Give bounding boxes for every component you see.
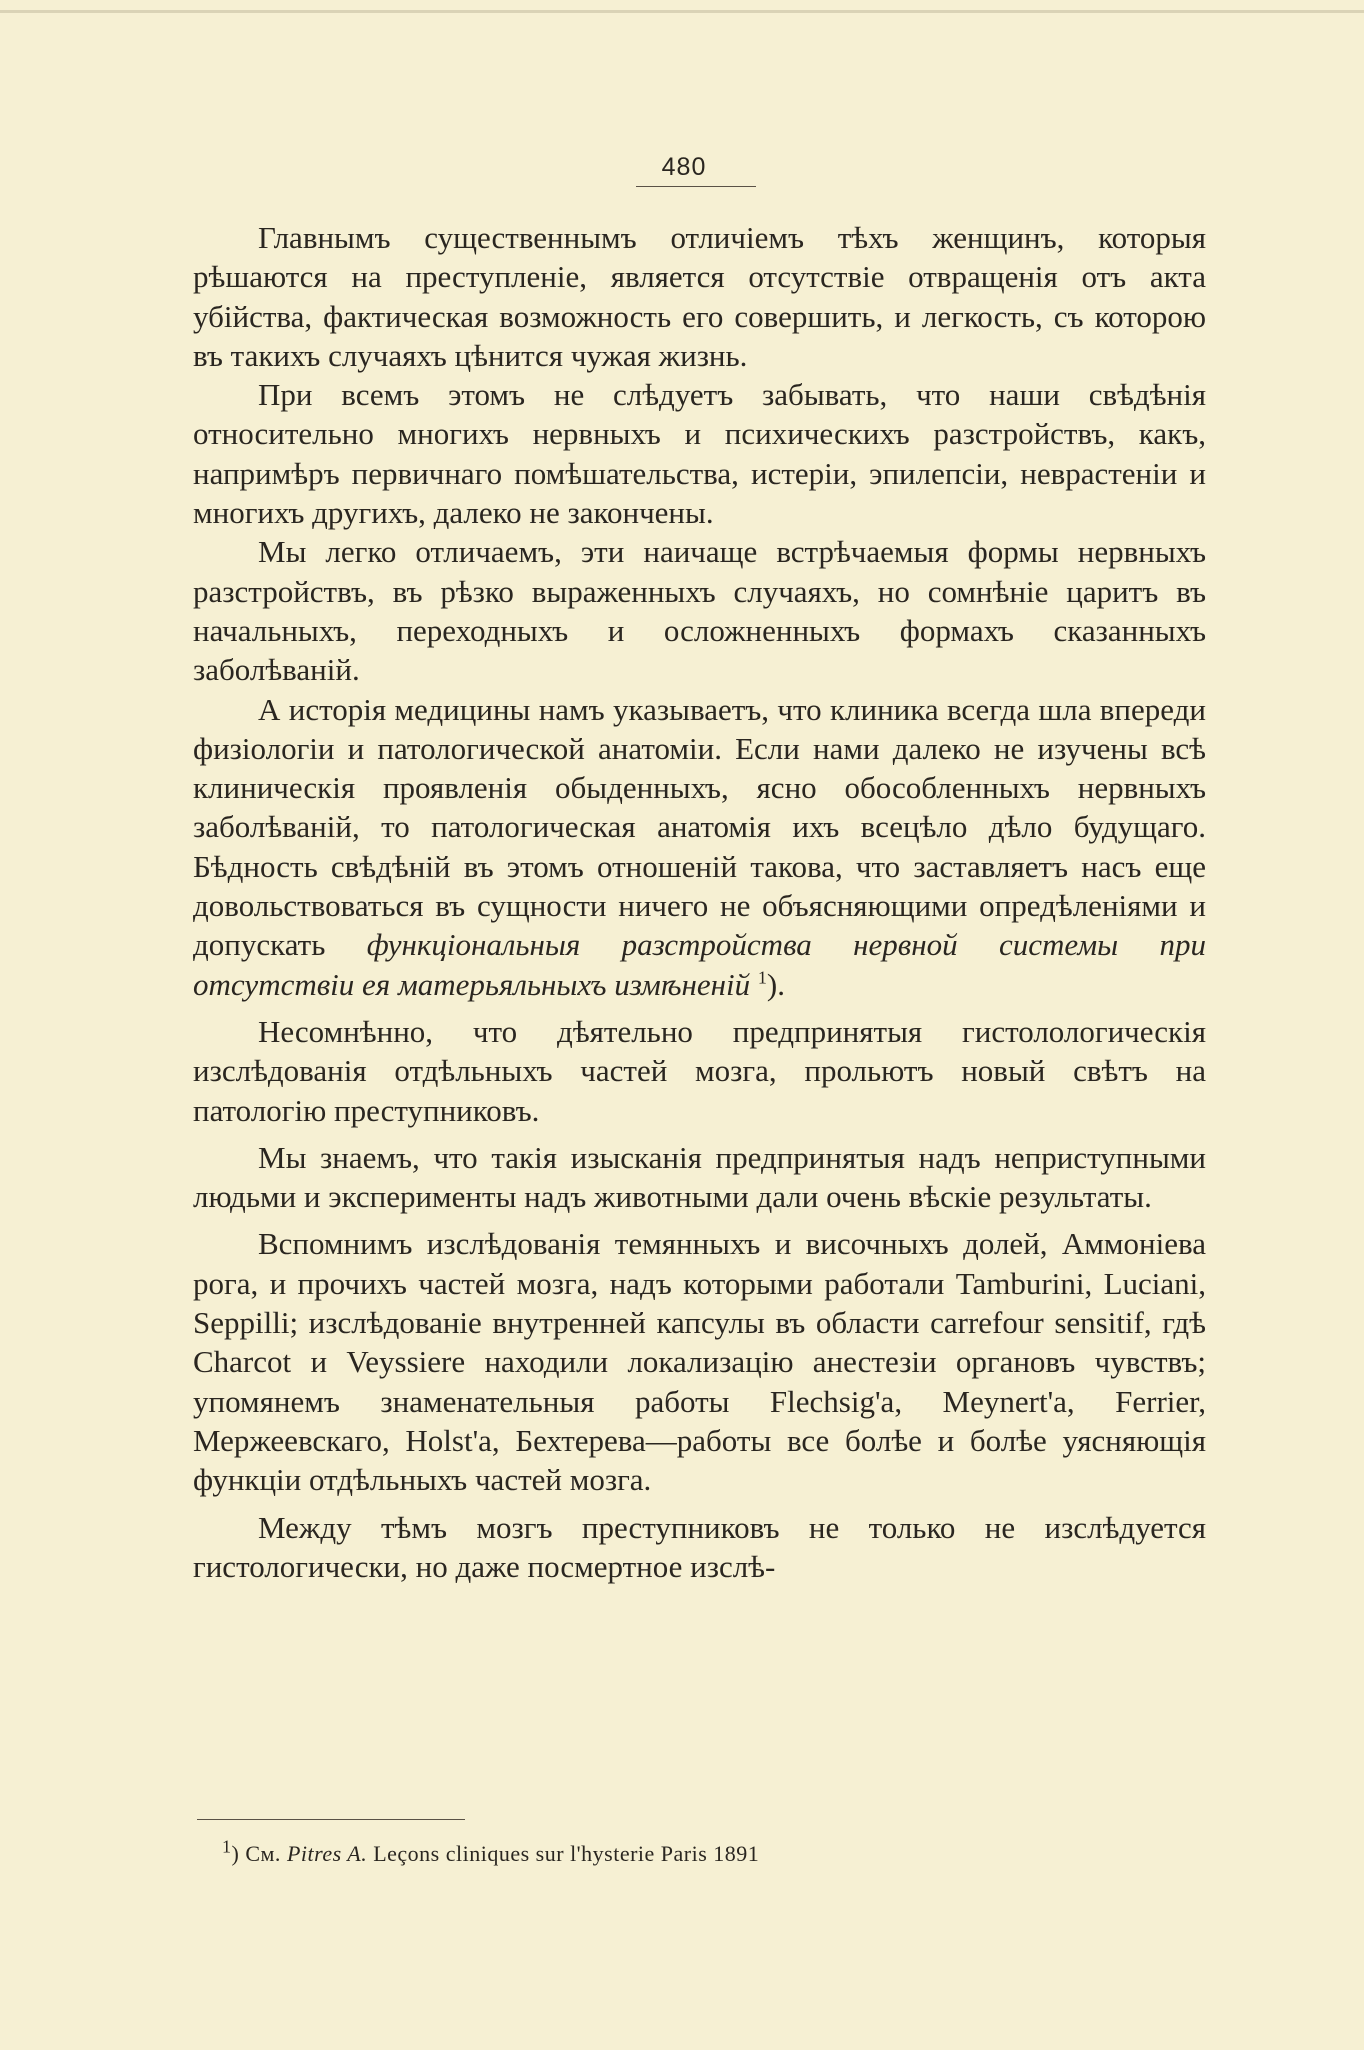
- paragraph-4-italic: функціональныя разстройства нервной системы при отсутствіи ея матерьяльныхъ измѣненій: [193, 927, 1207, 1002]
- paragraph-7: Вспомнимъ изслѣдованія темянныхъ и височныхъ долей, Аммоніева рога, и прочихъ частей мозга, надъ которыми работали Tamburini, Luciani, Seppilli; изслѣдованіе внутренней капсулы въ области carrefour sensitif, гдѣ Charcot и Veyssiere находили локализацію анестезіи органовъ чувствъ; упомянемъ знаменательныя работы Flechsig'a, Meynert'a, Ferrier, Мержеевскаго, Holst'a, Бехтерева—работы все болѣе и болѣе уясняющія функціи отдѣльныхъ частей мозга.: [193, 1226, 1206, 1498]
- page-top-edge: [0, 10, 1364, 13]
- page-number: 480: [661, 153, 707, 181]
- footnote-prefix: См.: [239, 1841, 287, 1866]
- footnote-marker: 1: [222, 1836, 232, 1857]
- paragraph-3: Мы легко отличаемъ, эти наичаще встрѣчаемыя формы нервныхъ разстройствъ, въ рѣзко выраженныхъ случаяхъ, но сомнѣніе царитъ въ начальныхъ, переходныхъ и осложненныхъ формахъ сказанныхъ заболѣваній.: [193, 534, 1206, 688]
- paragraph-2: При всемъ этомъ не слѣдуетъ забывать, что наши свѣдѣнія относительно многихъ нервныхъ и психическихъ разстройствъ, какъ, напримѣръ первичнаго помѣшательства, истеріи, эпилепсіи, неврастеніи и многихъ другихъ, далеко не закончены.: [193, 377, 1206, 531]
- footnote: [222, 1836, 1122, 1868]
- page-number-rule: [636, 186, 756, 187]
- footnote-title: Leçons cliniques sur l'hysterie Paris 1891: [367, 1841, 760, 1866]
- body-text: [193, 218, 1206, 1586]
- paragraph-6: Мы знаемъ, что такія изысканія предпринятыя надъ неприступными людьми и эксперименты надъ животными дали очень вѣскіе результаты.: [193, 1139, 1206, 1215]
- paragraph-5: Несомнѣнно, что дѣятельно предпринятыя гистолологическія изслѣдованія отдѣльныхъ частей мозга, прольютъ новый свѣтъ на патологію преступниковъ.: [193, 1013, 1206, 1128]
- paragraph-8: Между тѣмъ мозгъ преступниковъ не только не изслѣдуется гистологически, но даже посмертное изслѣ-: [193, 1509, 1206, 1584]
- footnote-rule: [197, 1819, 465, 1820]
- paragraph-4-end: ).: [766, 966, 785, 1002]
- footnote-author: Pitres A.: [286, 1841, 368, 1866]
- paragraph-4-text: А исторія медицины намъ указываетъ, что клиника всегда шла впереди физіологіи и патологической анатоміи. Если нами далеко не изучены всѣ клиническія проявленія обыденныхъ, ясно обособленныхъ нервныхъ заболѣваній, то патологическая анатомія ихъ всецѣло дѣло будущаго. Бѣдность свѣдѣній въ этомъ отношеній такова, что заставляетъ насъ еще довольствоваться въ сущности ничего не объясняющими опредѣленіями и допускать: [193, 691, 1206, 963]
- footnote-reference: 1: [757, 967, 767, 988]
- footnote-paren: ): [231, 1841, 240, 1866]
- paragraph-1: Главнымъ существеннымъ отличіемъ тѣхъ женщинъ, которыя рѣшаются на преступленіе, является отсутствіе отвращенія отъ акта убійства, фактическая возможность его совершить, и легкость, съ которою въ такихъ случаяхъ цѣнится чужая жизнь.: [193, 220, 1206, 373]
- paragraph-4: [193, 690, 1206, 1004]
